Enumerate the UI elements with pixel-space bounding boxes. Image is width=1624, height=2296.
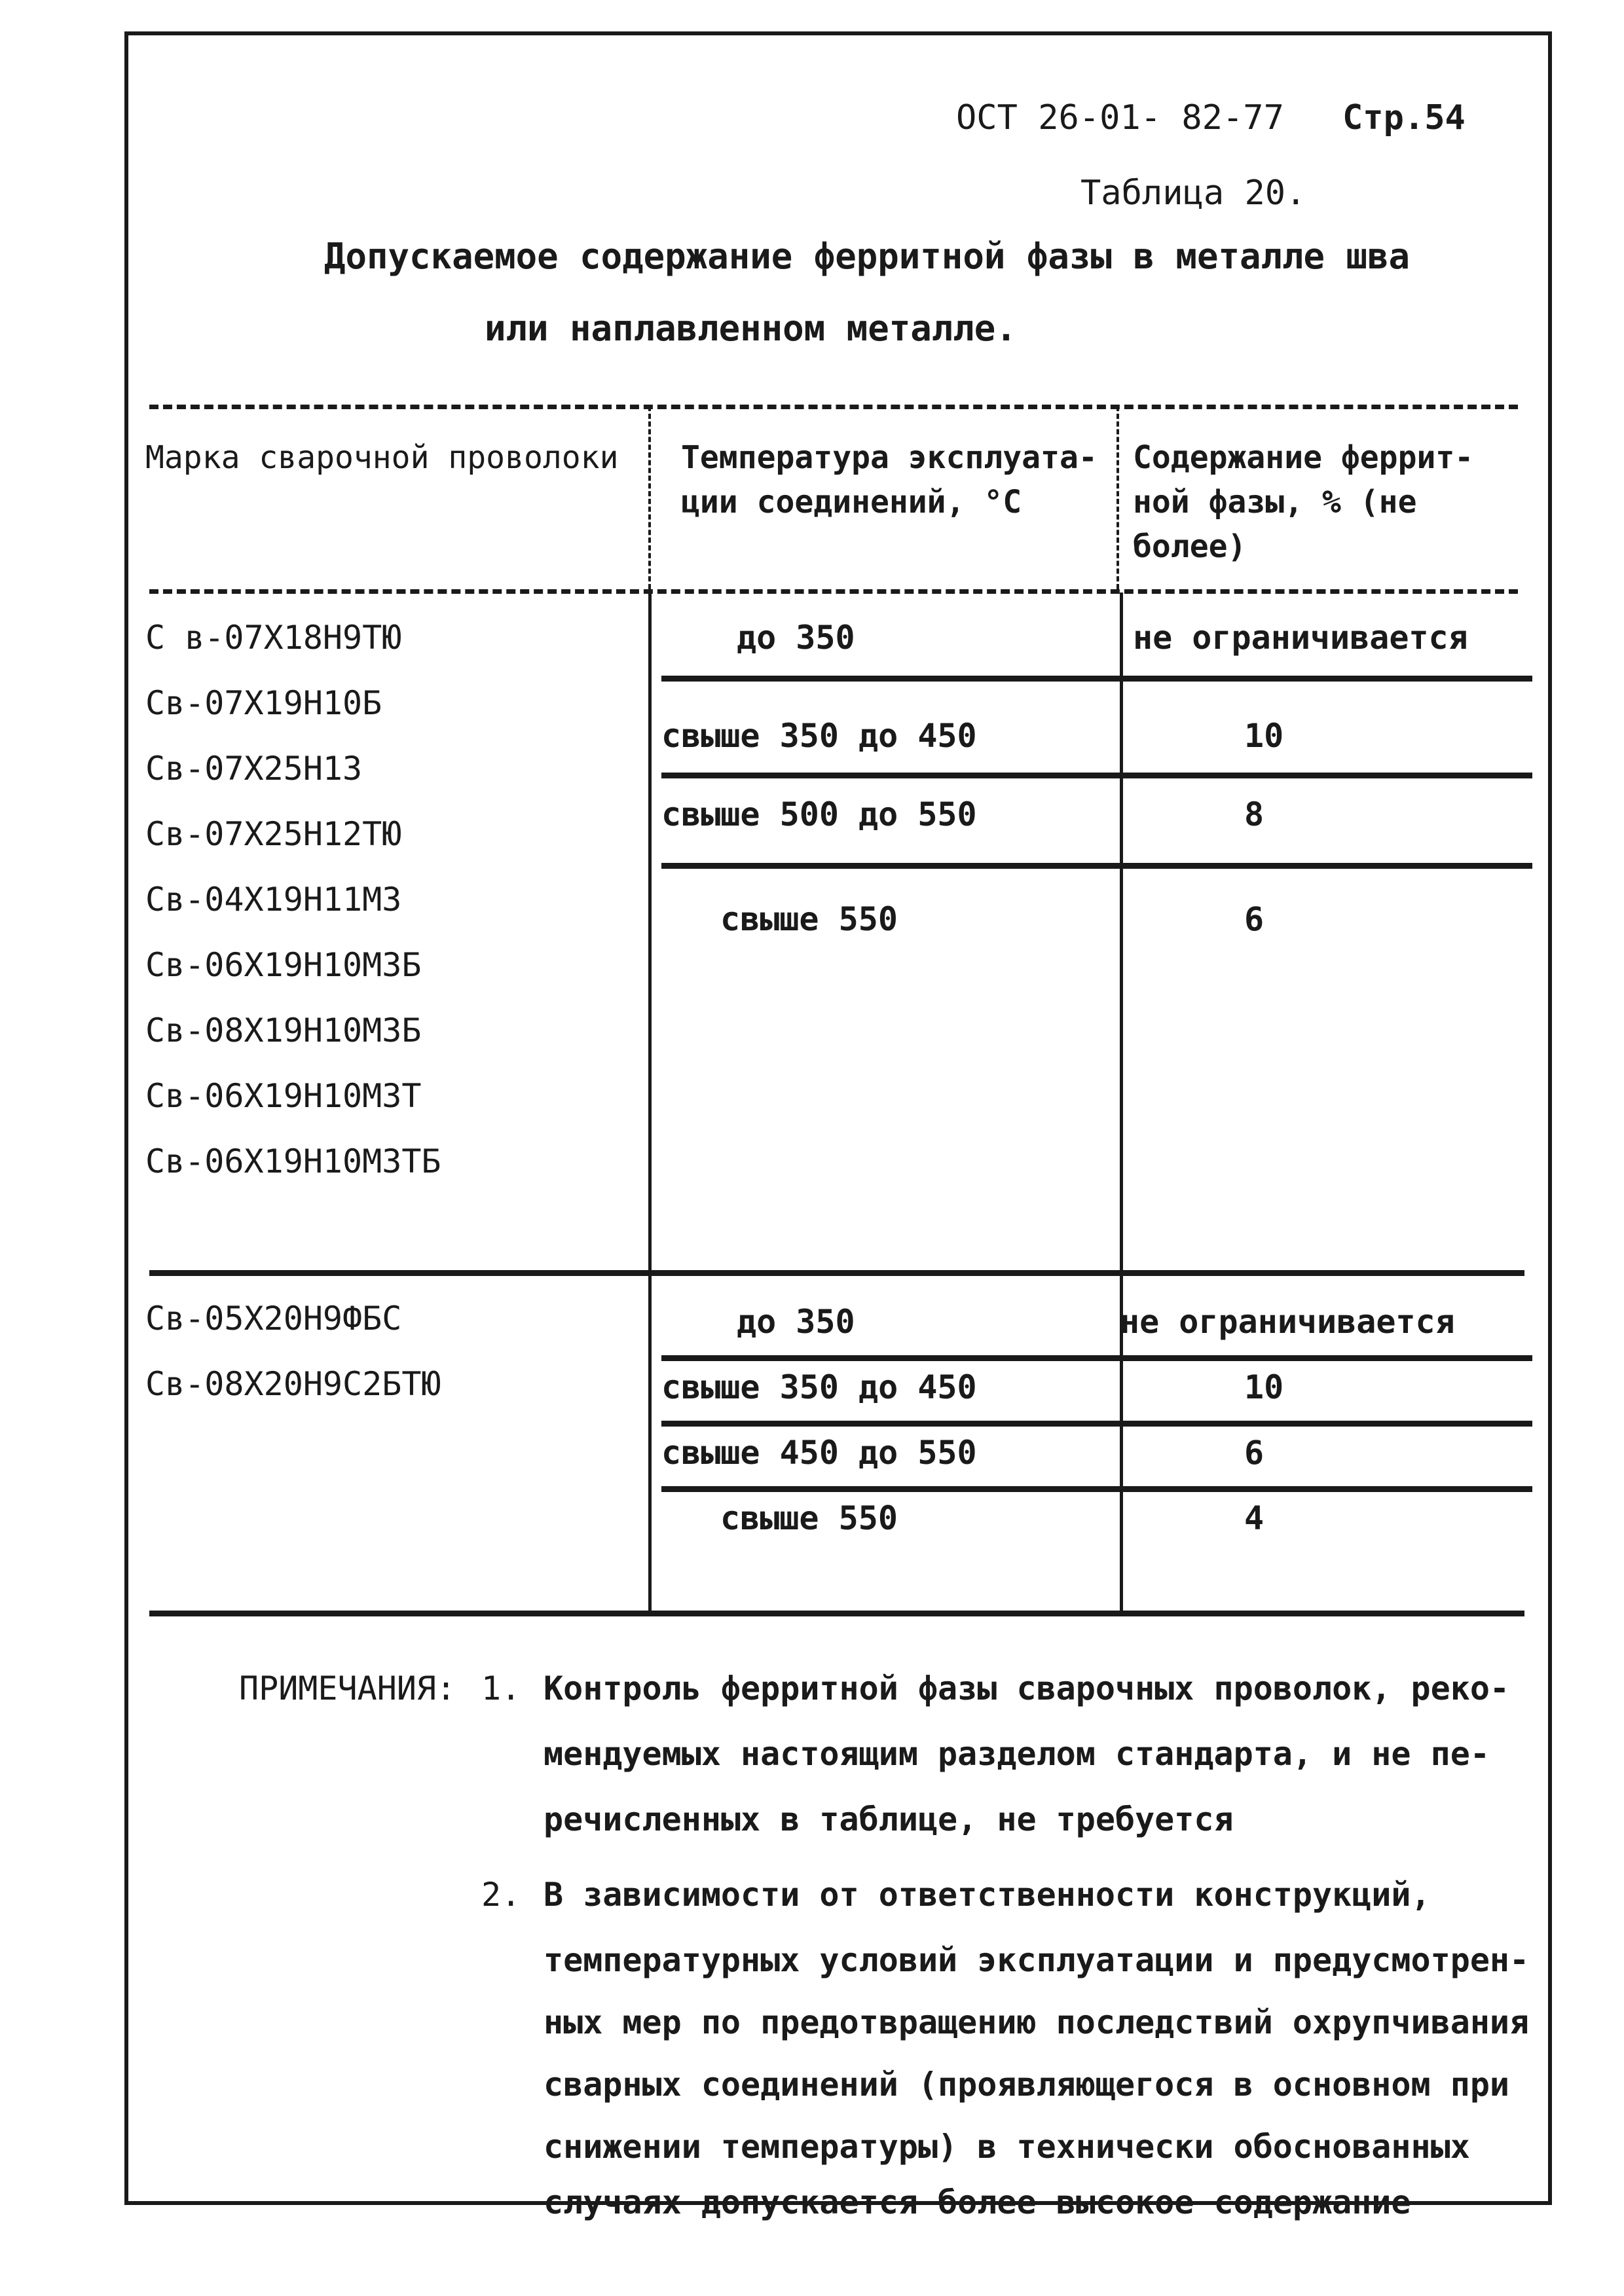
table-bottom-rule: [149, 1611, 1524, 1616]
row-rule: [661, 1486, 1532, 1492]
row-rule: [661, 1421, 1532, 1427]
table-title-line-2: или наплавленном металле.: [485, 308, 1017, 349]
grade-item: Св-07Х19Н10Б: [145, 684, 382, 722]
grade-item: Св-04Х19Н11М3: [145, 881, 402, 919]
column-header-temperature-line-1: Температура эксплуата-: [681, 439, 1098, 476]
ferrite-cell: 10: [1244, 1368, 1284, 1406]
header-divider-2: [1116, 406, 1119, 589]
temperature-cell: свыше 500 до 550: [661, 795, 977, 833]
temperature-cell: до 350: [737, 619, 855, 657]
grade-item: Св-08Х20Н9С2БТЮ: [145, 1365, 441, 1403]
note-line: случаях допускается более высокое содержание: [544, 2183, 1411, 2221]
note-line: температурных условий эксплуатации и предусмотрен-: [544, 1941, 1530, 1979]
note-line: речисленных в таблице, не требуется: [544, 1800, 1234, 1838]
column-divider-2: [1120, 592, 1123, 1614]
header-bottom-rule: [149, 589, 1518, 594]
column-header-ferrite-line-3: более): [1133, 528, 1247, 565]
ferrite-cell: не ограничивается: [1120, 1303, 1455, 1341]
grade-item: Св-05Х20Н9ФБС: [145, 1300, 402, 1338]
ferrite-cell: 4: [1244, 1499, 1264, 1537]
note-line: ных мер по предотвращению последствий охрупчивания: [544, 2003, 1530, 2041]
ferrite-cell: 6: [1244, 1434, 1264, 1472]
grade-item: Св-07Х25Н13: [145, 750, 363, 788]
row-rule: [661, 676, 1532, 682]
column-header-ferrite-line-2: ной фазы, % (не: [1133, 484, 1417, 520]
grade-item: Св-06Х19Н10М3Б: [145, 946, 422, 984]
table-top-rule: [149, 405, 1518, 409]
row-rule: [661, 863, 1532, 869]
note-line: Контроль ферритной фазы сварочных проволок, реко-: [544, 1669, 1510, 1707]
row-rule: [661, 1355, 1532, 1361]
header-divider-1: [648, 406, 651, 589]
grade-item: Св-08Х19Н10М3Б: [145, 1011, 422, 1049]
table-label: Таблица 20.: [1080, 173, 1306, 213]
column-header-temperature-line-2: ции соединений, °С: [681, 484, 1022, 520]
column-header-grade: Марка сварочной проволоки: [145, 439, 619, 476]
temperature-cell: свыше 350 до 450: [661, 717, 977, 755]
column-divider-1: [648, 592, 652, 1614]
grade-item: Св-07Х25Н12ТЮ: [145, 815, 402, 853]
temperature-cell: свыше 550: [720, 900, 898, 938]
ferrite-cell: 8: [1244, 795, 1264, 833]
table-title-line-1: Допускаемое содержание ферритной фазы в металле шва: [324, 236, 1411, 277]
page-number: Стр.54: [1342, 98, 1466, 137]
grade-item: С в-07Х18Н9ТЮ: [145, 619, 402, 657]
note-number: 1.: [481, 1669, 521, 1707]
temperature-cell: свыше 550: [720, 1499, 898, 1537]
notes-label: ПРИМЕЧАНИЯ:: [239, 1669, 456, 1707]
group-separator-rule: [149, 1270, 1524, 1276]
column-header-ferrite-line-1: Содержание феррит-: [1133, 439, 1474, 476]
row-rule: [661, 773, 1532, 778]
note-line: мендуемых настоящим разделом стандарта, и не пе-: [544, 1735, 1490, 1773]
note-number: 2.: [481, 1876, 521, 1914]
grade-item: Св-06Х19Н10М3ТБ: [145, 1142, 441, 1180]
temperature-cell: свыше 350 до 450: [661, 1368, 977, 1406]
ferrite-cell: 6: [1244, 900, 1264, 938]
note-line: сварных соединений (проявляющегося в основном при: [544, 2066, 1510, 2104]
note-line: В зависимости от ответственности конструкций,: [544, 1876, 1431, 1914]
ferrite-cell: 10: [1244, 717, 1284, 755]
ferrite-cell: не ограничивается: [1133, 619, 1468, 657]
temperature-cell: свыше 450 до 550: [661, 1434, 977, 1472]
note-line: снижении температуры) в технически обоснованных: [544, 2128, 1470, 2166]
temperature-cell: до 350: [737, 1303, 855, 1341]
grade-item: Св-06Х19Н10М3Т: [145, 1077, 422, 1115]
standard-code: ОСТ 26-01- 82-77: [956, 98, 1284, 137]
